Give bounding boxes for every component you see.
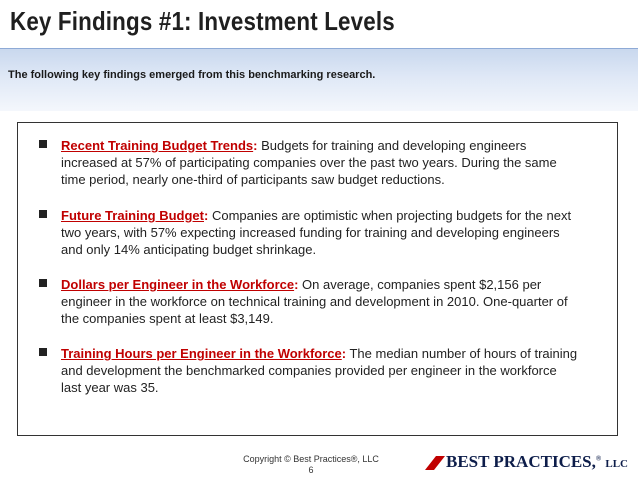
findings-box (17, 122, 618, 436)
finding-item (39, 345, 579, 396)
subtitle-band (0, 48, 638, 111)
finding-item (39, 276, 579, 327)
finding-body (61, 345, 579, 396)
finding-title: Training Hours per Engineer in the Workforce (61, 346, 342, 361)
finding-title: Dollars per Engineer in the Workforce (61, 277, 295, 292)
finding-text: Companies are optimistic when projecting budgets for the next two years, with 57% expecting increased funding for training and developing engineers and only 14% anticipating budget shrinkage. (61, 208, 572, 257)
swoosh-icon (424, 454, 446, 472)
finding-colon: : (341, 346, 347, 361)
logo-text: BEST PRACTICES, (445, 452, 596, 471)
finding-text: Budgets for training and developing engineers increased at 57% of participating companies over the past two years. During the same time period, nearly one-third of participants saw budget reductions. (61, 138, 557, 187)
finding-text: On average, companies spent $2,156 per engineer in the workforce on technical training and development in 2010. One-quarter of the companies spent at least $3,149. (61, 277, 568, 326)
finding-colon: : (204, 208, 209, 223)
slide-title: Key Findings #1: Investment Levels (10, 6, 395, 36)
finding-item (39, 137, 579, 188)
footer (221, 454, 401, 476)
finding-title: Future Training Budget (61, 208, 204, 223)
square-bullet-icon (39, 210, 47, 218)
finding-body (61, 207, 579, 258)
finding-body (61, 276, 579, 327)
finding-title: Recent Training Budget Trends (61, 138, 254, 153)
page-number: 6 (308, 465, 314, 475)
best-practices-logo: BEST PRACTICES,® LLC (446, 452, 628, 472)
logo-suffix: LLC (605, 458, 628, 470)
finding-colon: : (253, 138, 258, 153)
finding-body (61, 137, 579, 188)
square-bullet-icon (39, 279, 47, 287)
square-bullet-icon (39, 348, 47, 356)
slide-subtitle: The following key findings emerged from this benchmarking research. (8, 69, 376, 81)
finding-item (39, 207, 579, 258)
square-bullet-icon (39, 140, 47, 148)
copyright-text: Copyright © Best Practices®, LLC (243, 454, 379, 464)
finding-colon: : (294, 277, 299, 292)
finding-text: The median number of hours of training and development the benchmarked companies provided per engineer in the workforce last year was 35. (61, 346, 578, 395)
